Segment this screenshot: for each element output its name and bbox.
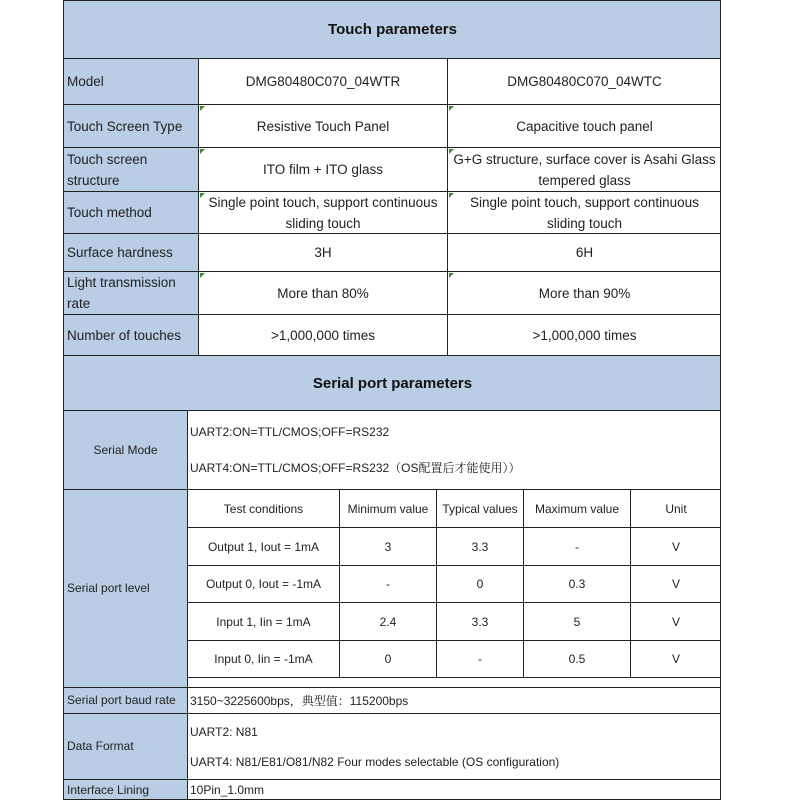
level-unit: V — [671, 577, 680, 591]
touch-parameters-header — [63, 0, 721, 58]
level-cell — [630, 565, 721, 602]
level-cell — [523, 527, 630, 565]
touch-screen-type-wtr: Resistive Touch Panel — [256, 118, 390, 134]
touch-row-wtc-cell — [447, 314, 721, 355]
level-max: 0.5 — [568, 652, 586, 666]
level-unit: V — [671, 614, 680, 629]
touch-row-wtr-cell — [198, 104, 447, 147]
interface-value-cell — [187, 779, 721, 800]
level-cell — [630, 640, 721, 677]
touch-row-wtr-cell — [198, 271, 447, 314]
touch-row-label — [63, 271, 198, 314]
serial-mode-label: Serial Mode — [93, 442, 158, 457]
touch-row-label — [63, 104, 198, 147]
data-format-label: Data Format — [67, 739, 134, 753]
baud-value-cell — [187, 687, 721, 713]
level-cell — [436, 640, 523, 677]
serial-mode-value-cell — [187, 410, 721, 489]
touch-row-wtr-cell — [198, 314, 447, 355]
touch-row-wtc-cell — [447, 233, 721, 271]
touch-row-label — [63, 191, 198, 233]
touch-row-wtr-cell — [198, 233, 447, 271]
serial-mode-line1: UART2:ON=TTL/CMOS;OFF=RS232 — [190, 424, 390, 439]
typical-values-header: Typical values — [442, 501, 518, 516]
level-condition: Output 0, Iout = -1mA — [205, 577, 322, 591]
serial-parameters-header — [63, 355, 721, 410]
level-typ: 0 — [476, 577, 484, 591]
serial-level-label-cell — [63, 489, 187, 687]
level-cell — [187, 602, 339, 640]
baud-label-cell — [63, 687, 187, 713]
level-header-cell — [630, 489, 721, 527]
touch-method-wtc: Single point touch, support continuous sliding touch — [470, 194, 699, 231]
level-typ: - — [478, 652, 482, 666]
level-typ: 3.3 — [471, 539, 489, 554]
model-wtc-cell — [447, 58, 721, 104]
touch-screen-structure-wtc: G+G structure, surface cover is Asahi Glass tempered glass — [453, 151, 716, 188]
level-max: 5 — [573, 614, 581, 629]
serial-parameters-title: Serial port parameters — [312, 374, 473, 392]
level-cell — [523, 640, 630, 677]
level-condition: Input 0, Iin = -1mA — [214, 652, 313, 666]
number-of-touches-wtr: >1,000,000 times — [271, 327, 375, 343]
level-min: 3 — [384, 539, 392, 554]
level-cell — [523, 565, 630, 602]
level-unit: V — [671, 539, 680, 554]
touch-row-wtc-cell — [447, 147, 721, 191]
level-cell — [339, 527, 436, 565]
level-cell — [436, 527, 523, 565]
level-header-cell — [187, 489, 339, 527]
level-condition: Input 1, Iin = 1mA — [216, 614, 311, 629]
level-cell — [339, 640, 436, 677]
model-label-cell — [63, 58, 198, 104]
level-cell — [523, 602, 630, 640]
level-typ: 3.3 — [471, 614, 489, 629]
data-format-value-cell — [187, 713, 721, 779]
light-transmission-label: Light transmission rate — [67, 275, 176, 311]
level-min: - — [386, 577, 390, 591]
touch-method-label: Touch method — [67, 205, 152, 220]
number-of-touches-label: Number of touches — [67, 327, 182, 343]
level-max: - — [575, 539, 579, 554]
data-format-line1: UART2: N81 — [190, 724, 258, 739]
touch-row-label — [63, 147, 198, 191]
level-cell — [436, 565, 523, 602]
test-conditions-header: Test conditions — [223, 501, 304, 516]
data-format-line2: UART4: N81/E81/O81/N82 Four modes selectable (OS configuration) — [190, 754, 560, 769]
touch-row-wtr-cell — [198, 191, 447, 233]
level-unit: V — [671, 652, 680, 666]
level-cell — [187, 527, 339, 565]
model-label: Model — [67, 74, 104, 89]
level-condition: Output 1, Iout = 1mA — [207, 539, 320, 554]
touch-row-label — [63, 314, 198, 355]
serial-level-label: Serial port level — [67, 581, 150, 595]
touch-method-wtr: Single point touch, support continuous sliding touch — [208, 194, 438, 231]
interface-label: Interface Lining — [67, 782, 150, 797]
level-cell — [630, 602, 721, 640]
level-header-cell — [436, 489, 523, 527]
number-of-touches-wtc: >1,000,000 times — [532, 327, 637, 343]
light-transmission-wtr: More than 80% — [277, 285, 369, 301]
touch-screen-type-label: Touch Screen Type — [67, 118, 183, 134]
baud-label: Serial port baud rate — [67, 693, 176, 707]
data-format-label-cell — [63, 713, 187, 779]
level-cell — [339, 602, 436, 640]
level-cell — [339, 565, 436, 602]
surface-hardness-wtr: 3H — [314, 245, 332, 260]
level-cell — [187, 640, 339, 677]
unit-header: Unit — [665, 501, 687, 516]
serial-mode-line2: UART4:ON=TTL/CMOS;OFF=RS232（OS配置后才能使用）） — [190, 460, 521, 475]
level-min: 0 — [384, 652, 392, 666]
minimum-value-header: Minimum value — [347, 501, 429, 516]
level-header-cell — [339, 489, 436, 527]
model-wtc-value: DMG80480C070_04WTC — [507, 74, 662, 89]
touch-screen-structure-wtr: ITO film + ITO glass — [263, 162, 383, 177]
light-transmission-wtc: More than 90% — [538, 285, 631, 301]
touch-parameters-title: Touch parameters — [328, 21, 457, 38]
interface-label-cell — [63, 779, 187, 800]
touch-screen-type-wtc: Capacitive touch panel — [516, 118, 653, 134]
level-header-cell — [523, 489, 630, 527]
surface-hardness-wtc: 6H — [575, 245, 594, 260]
baud-value: 3150~3225600bps，典型值：115200bps — [190, 694, 409, 708]
touch-row-wtr-cell — [198, 147, 447, 191]
maximum-value-header: Maximum value — [534, 501, 620, 516]
level-min: 2.4 — [379, 614, 397, 629]
touch-screen-structure-label: Touch screen structure — [67, 151, 148, 188]
touch-row-wtc-cell — [447, 104, 721, 147]
touch-row-label — [63, 233, 198, 271]
model-wtr-cell — [198, 58, 447, 104]
touch-row-wtc-cell — [447, 271, 721, 314]
interface-value: 10Pin_1.0mm — [190, 783, 265, 797]
touch-row-wtc-cell — [447, 191, 721, 233]
level-cell — [187, 565, 339, 602]
level-max: 0.3 — [568, 577, 586, 591]
serial-mode-label-cell — [63, 410, 187, 489]
model-wtr-value: DMG80480C070_04WTR — [245, 74, 401, 89]
level-cell — [436, 602, 523, 640]
level-cell — [630, 527, 721, 565]
surface-hardness-label: Surface hardness — [67, 245, 173, 260]
level-table-spacer — [187, 677, 721, 687]
